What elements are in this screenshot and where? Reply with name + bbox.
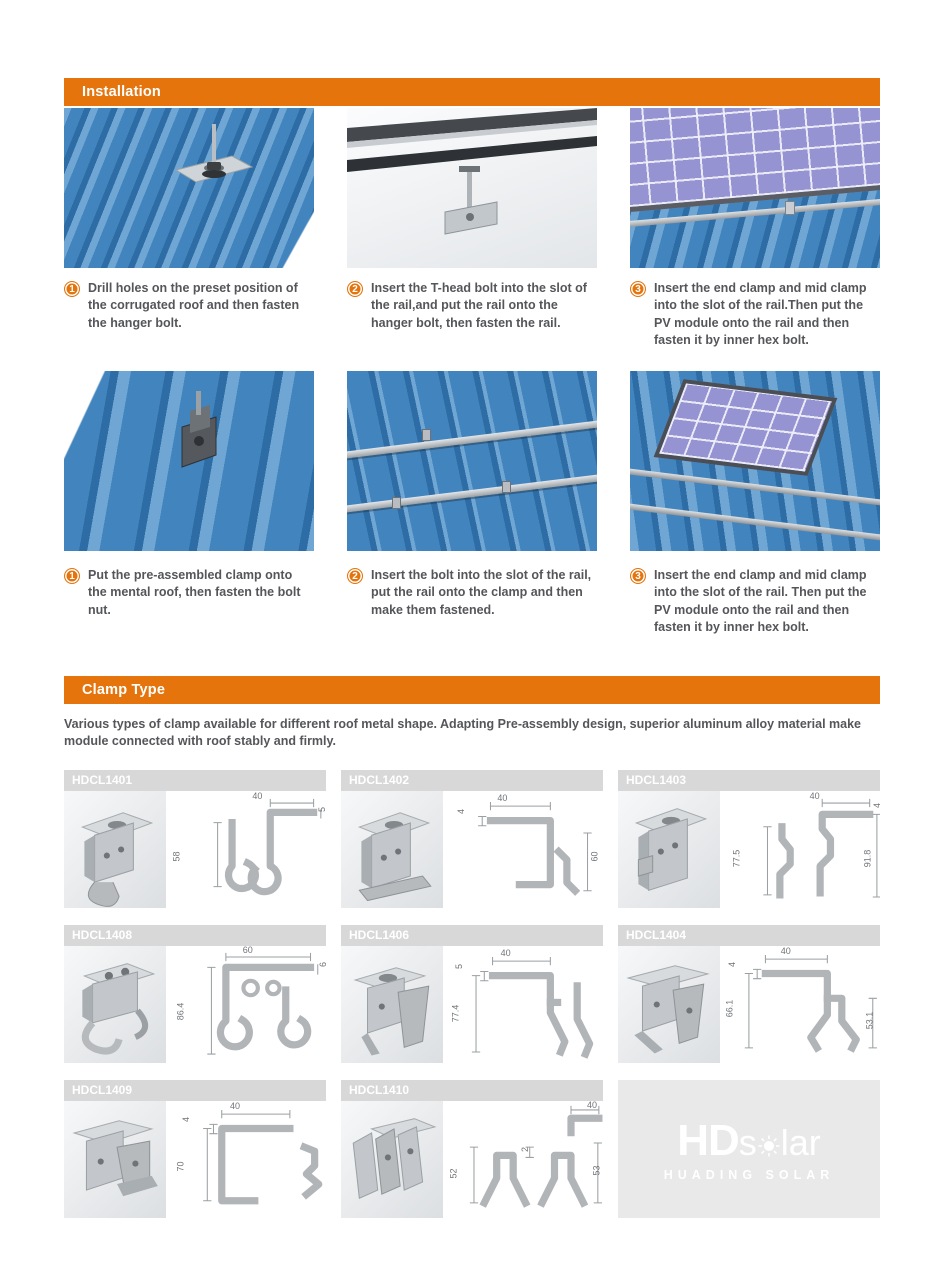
dim-right: 53.1 <box>864 1011 875 1030</box>
clamp-drawing <box>443 1101 603 1218</box>
rail <box>347 419 597 459</box>
installation-section-header <box>64 78 880 106</box>
clamp-model-bar <box>64 925 326 946</box>
brand-logo <box>677 1116 821 1166</box>
step-number-badge: 1 <box>64 281 80 297</box>
install-step-2-2 <box>347 567 597 636</box>
clamp-model-bar <box>341 1080 603 1101</box>
dim-small: 4 <box>871 802 882 808</box>
dim-top: 40 <box>586 1099 597 1110</box>
installation-steps-row-2 <box>64 567 880 636</box>
rail-illustration <box>347 108 597 268</box>
dim-left: 58 <box>171 851 182 862</box>
clamp <box>422 429 431 441</box>
clamp-card-hdcl1406 <box>341 925 603 1063</box>
clamp-drawing <box>443 946 603 1063</box>
clamp-photo <box>618 791 720 908</box>
install-photo-seam-clamp <box>64 371 314 551</box>
clamp-model-label: HDCL1406 <box>349 928 410 943</box>
dim-top: 40 <box>809 790 820 801</box>
step-number-badge: 2 <box>347 568 363 584</box>
dim-top: 40 <box>230 1100 241 1111</box>
installation-photos-row-1 <box>64 108 880 268</box>
dim-left: 77.5 <box>731 849 742 868</box>
install-step-2-3 <box>630 567 880 636</box>
installation-title: Installation <box>82 84 161 100</box>
seam-clamp-illustration <box>64 371 314 551</box>
dim-small: 5 <box>454 963 465 969</box>
logo-solar-s: s <box>738 1121 757 1163</box>
clamp-type-intro: Various types of clamp available for different roof metal shape. Adapting Pre-assembly design, superior aluminum alloy material make module connected with roof stably and firmly. <box>64 717 861 748</box>
pv-module-array <box>630 108 880 212</box>
clamp-model-bar <box>64 770 326 791</box>
clamp-card-hdcl1404 <box>618 925 880 1063</box>
clamp-drawing <box>720 791 880 908</box>
clamp-model-label: HDCL1410 <box>349 1083 410 1098</box>
clamp <box>502 481 511 493</box>
clamp-model-label: HDCL1401 <box>72 773 133 788</box>
installation-photos-row-2 <box>64 371 880 551</box>
step-text: Insert the T-head bolt into the slot of the rail,and put the rail onto the hanger bolt, then fasten the rail. <box>371 281 587 330</box>
clamp-model-label: HDCL1404 <box>626 928 687 943</box>
clamp-model-label: HDCL1403 <box>626 773 687 788</box>
rail <box>630 468 880 506</box>
dim-top: 60 <box>242 944 253 955</box>
clamp-photo <box>64 791 166 908</box>
rail <box>347 473 597 513</box>
clamp-photo <box>341 1101 443 1218</box>
clamp-photo <box>341 791 443 908</box>
logo-solar-lar: lar <box>780 1121 821 1163</box>
install-photo-pv-module-clamp <box>630 108 880 268</box>
clamp-drawing <box>443 791 603 908</box>
dim-left: 52 <box>448 1168 459 1179</box>
install-photo-rail-thead-bolt <box>347 108 597 268</box>
step-number-badge: 3 <box>630 281 646 297</box>
install-photo-corrugated-roof-bolt <box>64 108 314 268</box>
clamp-drawing <box>720 946 880 1063</box>
clamp-card-hdcl1402 <box>341 770 603 908</box>
clamp-photo <box>64 946 166 1063</box>
step-number-badge: 2 <box>347 281 363 297</box>
hanger-bolt-illustration <box>64 108 314 268</box>
rail <box>630 502 880 540</box>
brand-logo-panel <box>618 1080 880 1218</box>
install-step-1-2 <box>347 280 597 349</box>
clamp-model-label: HDCL1408 <box>72 928 133 943</box>
clamp-card-hdcl1410 <box>341 1080 603 1218</box>
logo-subtitle: HUADING SOLAR <box>663 1167 835 1182</box>
dim-top: 40 <box>497 792 508 803</box>
clamp-card-hdcl1401 <box>64 770 326 908</box>
clamp-model-label: HDCL1402 <box>349 773 410 788</box>
step-text: Insert the end clamp and mid clamp into the slot of the rail. Then put the PV module onto the rail and then fasten it by inner hex bolt. <box>654 568 867 634</box>
clamp-type-title: Clamp Type <box>82 682 166 698</box>
dim-small: 6 <box>317 961 328 967</box>
dim-small: 2 <box>520 1147 531 1153</box>
installation-steps-row-1 <box>64 280 880 349</box>
install-step-1-1 <box>64 280 314 349</box>
install-step-1-3 <box>630 280 880 349</box>
clamp-drawing <box>166 1101 326 1218</box>
dim-top: 40 <box>780 945 791 956</box>
clamp-card-hdcl1409 <box>64 1080 326 1218</box>
clamp-model-bar <box>341 770 603 791</box>
install-photo-rails-on-roof <box>347 371 597 551</box>
clamp-grid <box>64 770 880 1218</box>
dim-left: 86.4 <box>175 1002 186 1020</box>
clamp-model-bar <box>618 770 880 791</box>
dim-small: 4 <box>456 808 467 814</box>
dim-top: 40 <box>252 790 263 801</box>
dim-small: 4 <box>181 1116 192 1122</box>
dim-top: 40 <box>500 947 511 958</box>
clamp-model-label: HDCL1409 <box>72 1083 133 1098</box>
install-step-2-1 <box>64 567 314 636</box>
clamp-photo <box>64 1101 166 1218</box>
dim-right: 53 <box>591 1165 602 1176</box>
clamp-type-section-header <box>64 676 880 704</box>
sun-icon <box>758 1135 780 1157</box>
clamp-card-hdcl1408 <box>64 925 326 1063</box>
logo-hd-text: HD <box>677 1115 739 1165</box>
dim-left: 70 <box>175 1161 186 1172</box>
clamp-drawing <box>166 946 326 1063</box>
clamp-photo <box>618 946 720 1063</box>
install-photo-pv-module-on-rails <box>630 371 880 551</box>
step-text: Insert the end clamp and mid clamp into the slot of the rail.Then put the PV module onto the rail and then fasten it by inner hex bolt. <box>654 281 867 347</box>
step-text: Put the pre-assembled clamp onto the mental roof, then fasten the bolt nut. <box>88 568 301 617</box>
step-text: Insert the bolt into the slot of the rail, put the rail onto the clamp and then make them fastened. <box>371 568 592 617</box>
clamp-model-bar <box>341 925 603 946</box>
pv-module <box>653 379 837 476</box>
dim-left: 77.4 <box>450 1004 461 1023</box>
dim-right: 91.8 <box>862 849 873 868</box>
end-clamp <box>785 201 795 215</box>
dim-small: 4 <box>727 961 738 967</box>
step-number-badge: 1 <box>64 568 80 584</box>
clamp <box>392 497 401 509</box>
dim-small: 5 <box>316 806 327 812</box>
clamp-drawing <box>166 791 326 908</box>
step-text: Drill holes on the preset position of the corrugated roof and then fasten the hanger bolt. <box>88 281 300 330</box>
clamp-model-bar <box>618 925 880 946</box>
clamp-photo <box>341 946 443 1063</box>
clamp-model-bar <box>64 1080 326 1101</box>
dim-right: 60 <box>589 851 600 862</box>
clamp-card-hdcl1403 <box>618 770 880 908</box>
dim-left: 66.1 <box>724 999 735 1018</box>
step-number-badge: 3 <box>630 568 646 584</box>
